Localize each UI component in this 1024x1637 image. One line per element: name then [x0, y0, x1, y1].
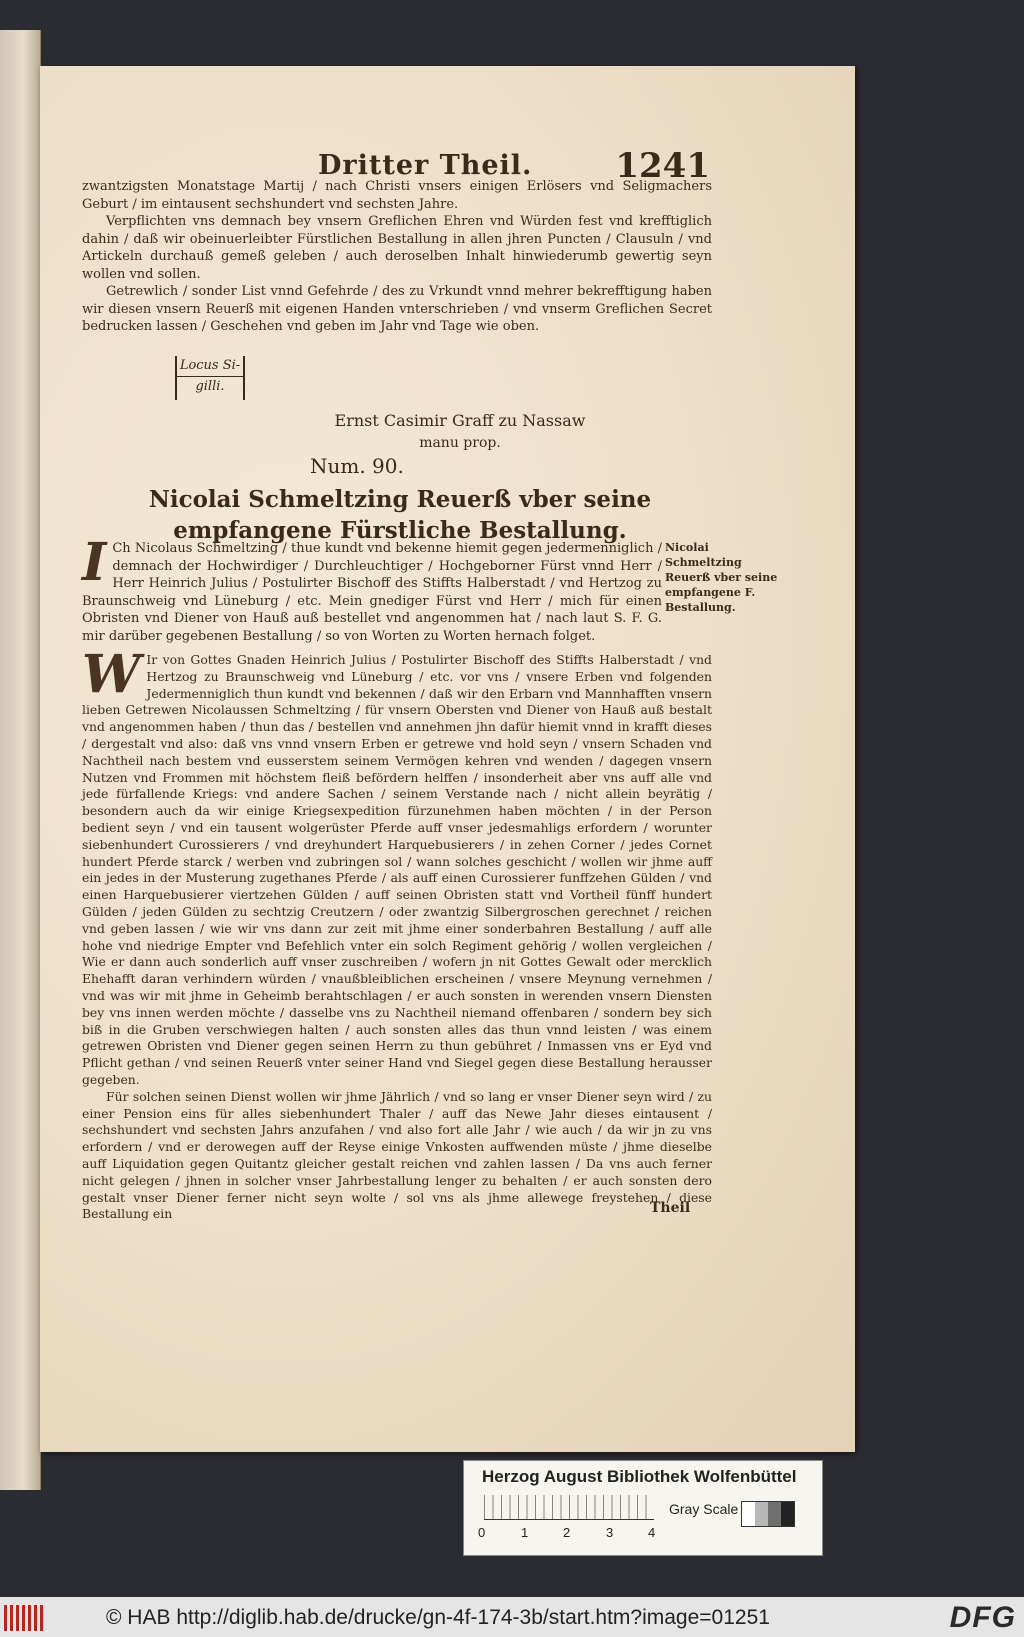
library-name: Herzog August Bibliothek Wolfenbüttel	[482, 1467, 797, 1486]
dropcap-w: W	[82, 644, 141, 705]
library-scan-card	[463, 1460, 823, 1556]
ruler-number-2: 2	[563, 1525, 571, 1540]
catchword: Theil	[650, 1200, 691, 1216]
document-heading: Nicolai Schmeltzing Reuerß vber seine empfangene Fürstliche Bestallung.	[148, 486, 652, 544]
footer-bar	[0, 1597, 1024, 1637]
running-title: Dritter Theil.	[318, 150, 533, 181]
seal-line-1: Locus Si-	[179, 358, 241, 373]
hab-logo-icon	[4, 1605, 46, 1631]
signature-manu: manu prop.	[419, 435, 501, 451]
paragraph-obligation: Verpflichten vns demnach bey vnsern Greflichen Ehren vnd Würden fest vnd krefftiglich dahin / daß wir obeinuerleibter Fürstlichen Bestallung in allen jhren Puncten / Clausuln / vnd Artickeln durchauß gemeß geleben / auch deroselben Inhalt hinwiederumb gewertig seyn wollen vnd sollen.	[82, 214, 712, 282]
book-page	[40, 66, 855, 1452]
ruler-number-3: 3	[606, 1525, 614, 1540]
paragraph-date: zwantzigsten Monatstage Martij / nach Christi vnsers einigen Erlösers vnd Seligmachers Geburt / im eintausent sechshundert vnd sechsten Jahre.	[82, 179, 712, 212]
signature-name: Ernst Casimir Graff zu Nassaw	[334, 411, 586, 430]
paragraph-reverse-text: Ch Nicolaus Schmeltzing / thue kundt vnd bekenne hiemit gegen jedermenniglich / demnach der Hochwirdiger / Durchleuchtiger / Hochgeborner Fürst vnnd Herr / Herr Heinrich Julius / Postulirter Bischoff des Stiffts Halberstadt / vnd Hertzog zu Braunschweig vnd Lüneburg / etc. Mein gnediger Fürst vnd Herr / mich für einen Obristen vnd Diener von Hauß auß bestellet vnd angenommen hat / nach laut S. F. G. mir darüber gegebenen Bestallung / so von Worten zu Worten hernach folget.	[82, 541, 662, 644]
page-number: 1241	[615, 146, 710, 186]
seal-line-2: gilli.	[177, 376, 243, 397]
paragraph-reverse	[82, 532, 662, 645]
closing-text	[82, 178, 712, 336]
ruler-ticks	[484, 1495, 654, 1519]
dropcap-i: I	[82, 532, 107, 593]
adjacent-page-edge	[0, 30, 41, 1490]
signature-block	[280, 410, 640, 454]
paragraph-attestation: Getrewlich / sonder List vnnd Gefehrde / des zu Vrkundt vnnd mehrer bekrefftigung haben wir diesen vnsern Reuerß mit eigenen Handen vnterschrieben / vnd vnserm Greflichen Secret bedrucken lassen / Geschehen vnd geben im Jahr vnd Tage wie oben.	[82, 284, 712, 334]
gray-scale-swatch	[741, 1501, 795, 1527]
dfg-logo: DFG	[949, 1601, 1016, 1634]
paragraph-pension: Für solchen seinen Dienst wollen wir jhme Jährlich / vnd so lang er vnser Diener seyn wird / zu einer Pension eins für alles siebenhundert Thaler / auff das Newe Jahr dieses eintausent / sechshundert vnd sechsten Jahrs anzufahen / vnd also fort alle Jahr / wie auch / da wir jn zu vns erfordern / vnd er derowegen auff der Reyse einige Vnkosten auffwenden müste / jhme dieselbe auff Liquidation gegen Quitantz gleicher gestalt reichen vnd zahlen lassen / Da vns auch ferner nicht gelegen / jhnen in solcher vnser Jahrbestallung lenger zu behalten / er auch sonsten dero gestalt vnser Diener ferner nicht seyn wolte / sol vns als jhme allewege freystehen / diese Bestallung ein	[82, 1088, 712, 1222]
ruler-number-1: 1	[521, 1525, 529, 1540]
ruler-number-4: 4	[648, 1525, 656, 1540]
bestallung-text	[82, 644, 712, 1223]
paragraph-bestallung	[82, 644, 712, 1089]
document-number: Num. 90.	[310, 454, 404, 478]
reverse-text	[82, 532, 662, 645]
seal-placeholder	[175, 356, 245, 400]
ruler-scale	[484, 1495, 654, 1520]
gray-scale-label: Gray Scale	[669, 1501, 739, 1517]
ruler-number-0: 0	[478, 1525, 486, 1540]
paragraph-bestallung-text: Ir von Gottes Gnaden Heinrich Julius / Postulirter Bischoff des Stiffts Halberstadt / vnd Hertzog zu Braunschweig vnd Lüneburg / etc. vor vns / vnsere Erben vnd folgenden Jedermenniglich thun kundt vnd bekennen / daß wir den Erbarn vnd Mannhafften vnsern lieben Getrewen Nicolaussen Schmeltzing / für vnsern Obersten vnd Diener von Hauß auß bestalt vnd angenommen haben / thun das / bestellen vnd annehmen jhn dafür hiemit vnnd in krafft dieses / dergestalt vnd also: daß vns vnnd vnsern Erben er getrewe vnd hold seyn / vnsern Schaden vnd Nachtheil nach bestem vnd eusserstem seinem Vermögen kehren vnd wenden / dagegen vnsern Nutzen vnd Frommen mit höchstem fleiß befördern helffen / insonderheit aber vns auff alle vnd jede fürfallende Kriegs: vnd andere Sachen / seinem Verstande nach / nicht allein beyrätig / besondern auch da wir einige Kriegsexpedition fürzunehmen haben möchten / in der Person bedient seyn / vnd ein tausent wolgerüster Pferde auff vnser jedesmahligs erfordern / worunter siebenhundert Curossierers / vnd dreyhundert Harquebusierers / in zehen Corner / jedes Cornet hundert Pferde starck / werben vnd zubringen sol / wann solches geschicht / wollen wir jhme auff ein jedes in der Musterung zugethanes Pferde / als auff einen Curossierer funffzehen Gülden / vnd einen Harquebusierer viertzehen Gülden / auff seinen Obristen statt vnd Vortheil fünff hundert Gülden / jeden Gülden zu sechtzig Creutzern / oder zwantzig Silbergroschen gerechnet / reichen vnd geben lassen / wie wir vns dann zur zeit mit jhme einer sonderbahren Bestallung / auff alle hohe vnd niedrige Empter vnd Befehlich vnter ein solch Regiment gehörig / wollen vergleichen / Wie er dann auch sonderlich auff vnser zuschreiben / wofern jn nit Gottes Gewalt oder mercklich Ehehafft daran verhindern würden / vnaußbleiblichen erscheinen / vnsere Meynung vernehmen / vnd was wir mit jhme in Geheimb berahtschlagen / er auch sonsten in werenden vnsern Diensten bey vns innen werden möchte / dasselbe vns zu Nachtheil niemand offenbaren / sondern bey sich biß in die Gruben verschwiegen halten / auch sonsten alles das thun vnnd leisten / was einem getrewen Obristen vnd Diener gegen seinen Herrn zu thun gebühret / Inmassen vns er Eyd vnd Pflicht gethan / vnd seinen Reuerß vnter seiner Hand vnd Siegel gegen diese Bestallung herausser gegeben.	[82, 652, 712, 1087]
margin-note: Nicolai Schmeltzing Reuerß vber seine empfangene F. Bestallung.	[665, 541, 778, 614]
footer-credit-link[interactable]: © HAB http://diglib.hab.de/drucke/gn-4f-174-3b/start.htm?image=01251	[106, 1606, 770, 1629]
